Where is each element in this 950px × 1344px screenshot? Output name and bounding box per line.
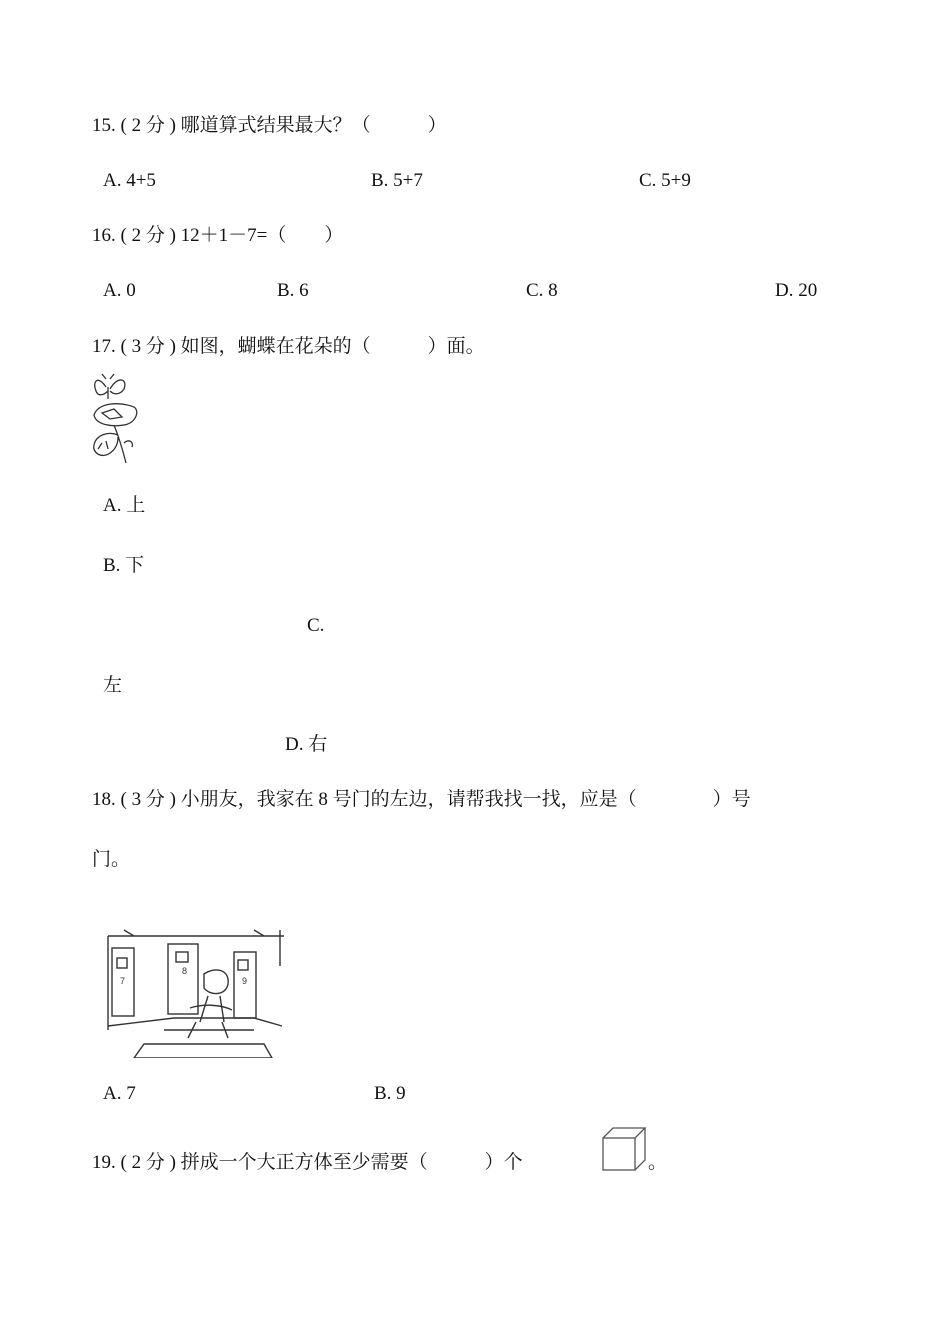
small-cube-icon: [601, 1126, 647, 1172]
question-19-end: 。: [648, 1152, 668, 1173]
option-a[interactable]: A. 上: [103, 495, 146, 516]
question-19-stem: 19. ( 2 分 ) 拼成一个大正方体至少需要（ ）个: [92, 1152, 523, 1173]
option-d[interactable]: D. 右: [285, 734, 328, 755]
door-number-8: 8: [182, 966, 188, 976]
question-18-stem-line-1: 18. ( 3 分 ) 小朋友，我家在 8 号门的左边，请帮我找一找，应是（ ）号: [92, 789, 751, 810]
option-b[interactable]: B. 下: [103, 555, 145, 576]
option-a[interactable]: A. 4+5: [103, 170, 156, 191]
child-doors-icon: [104, 926, 288, 1058]
butterfly-flower-icon: [88, 373, 144, 467]
door-number-9: 9: [242, 976, 248, 986]
option-b[interactable]: B. 5+7: [371, 170, 423, 191]
question-15-stem: 15. ( 2 分 ) 哪道算式结果最大？（ ）: [92, 115, 447, 136]
question-16-stem: 16. ( 2 分 ) 12＋1－7=（ ）: [92, 225, 344, 246]
option-a[interactable]: A. 7: [103, 1083, 136, 1104]
option-c[interactable]: C. 8: [526, 280, 558, 301]
option-b[interactable]: B. 9: [374, 1083, 406, 1104]
door-number-7: 7: [120, 976, 126, 986]
question-17-stem: 17. ( 3 分 ) 如图，蝴蝶在花朵的（ ）面。: [92, 336, 485, 357]
option-c[interactable]: C. 5+9: [639, 170, 691, 191]
option-c-label[interactable]: C.: [307, 615, 325, 636]
option-a[interactable]: A. 0: [103, 280, 136, 301]
option-c-text[interactable]: 左: [103, 675, 123, 696]
option-b[interactable]: B. 6: [277, 280, 309, 301]
question-18-stem-line-2: 门。: [92, 849, 131, 870]
option-d[interactable]: D. 20: [775, 280, 818, 301]
